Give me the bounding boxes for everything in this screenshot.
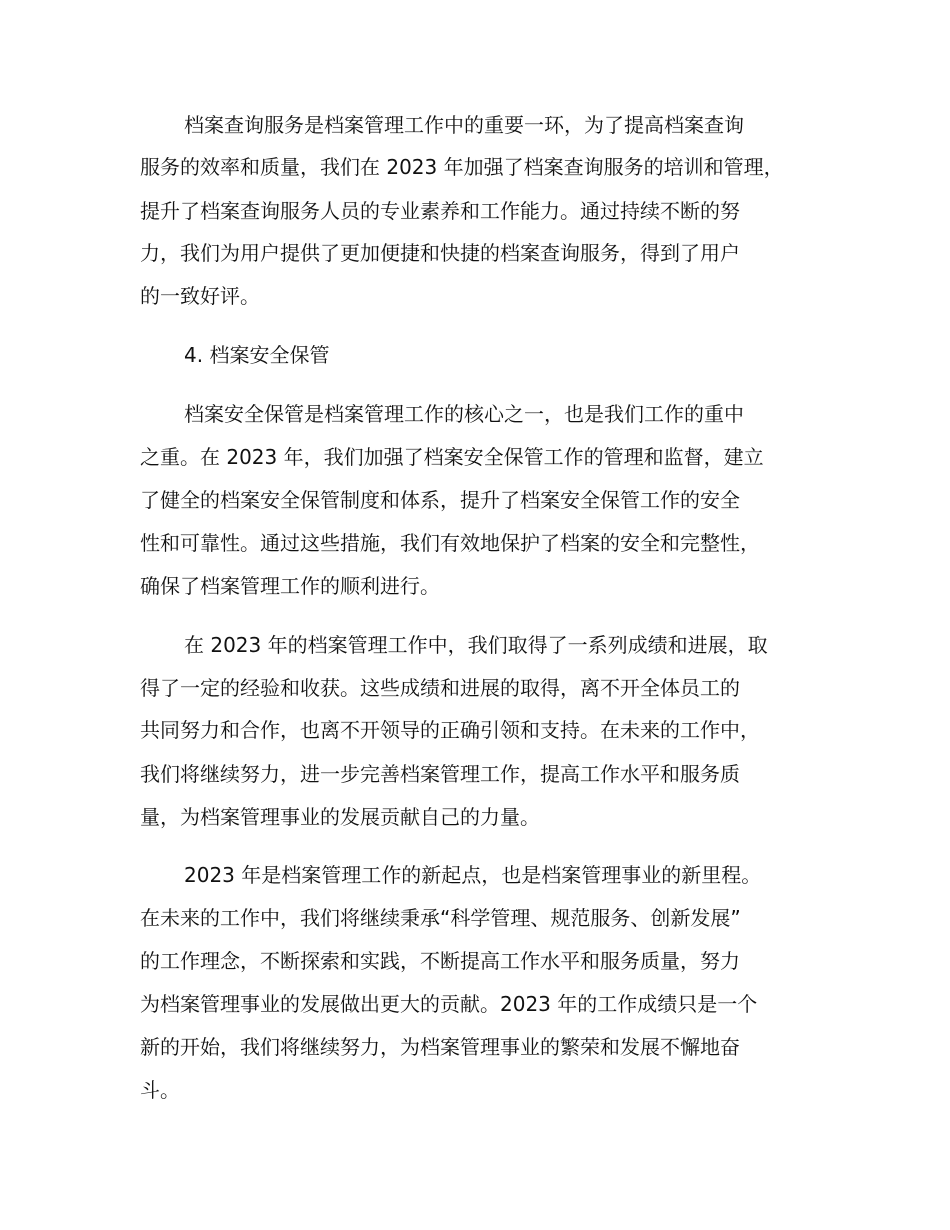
text-line: 服务的效率和质量，我们在 2023 年加强了档案查询服务的培训和管理， <box>140 155 784 179</box>
text-line: 了健全的档案安全保管制度和体系，提升了档案安全保管工作的安全 <box>140 488 740 512</box>
text-line: 在未来的工作中，我们将继续秉承“科学管理、规范服务、创新发展” <box>140 906 741 930</box>
text-line: 得了一定的经验和收获。这些成绩和进展的取得，离不开全体员工的 <box>140 676 740 700</box>
text-line: 力，我们为用户提供了更加便捷和快捷的档案查询服务，得到了用户 <box>140 241 740 265</box>
text-line: 的一致好评。 <box>140 284 260 308</box>
text-line: 之重。在 2023 年，我们加强了档案安全保管工作的管理和监督，建立 <box>140 445 764 469</box>
text-line: 新的开始，我们将继续努力，为档案管理事业的繁荣和发展不懈地奋 <box>140 1035 740 1059</box>
text-line: 斗。 <box>140 1078 180 1102</box>
text-line: 共同努力和合作，也离不开领导的正确引领和支持。在未来的工作中， <box>140 718 760 742</box>
text-line: 提升了档案查询服务人员的专业素养和工作能力。通过持续不断的努 <box>140 199 740 223</box>
heading-text: 4. 档案安全保管 <box>184 343 330 367</box>
text-line: 在 2023 年的档案管理工作中，我们取得了一系列成绩和进展，取 <box>184 633 768 657</box>
text-line: 档案安全保管是档案管理工作的核心之一，也是我们工作的重中 <box>184 402 744 426</box>
text-line: 我们将继续努力，进一步完善档案管理工作，提高工作水平和服务质 <box>140 762 740 786</box>
text-line: 确保了档案管理工作的顺利进行。 <box>140 574 440 598</box>
text-line: 档案查询服务是档案管理工作中的重要一环，为了提高档案查询 <box>184 113 744 137</box>
text-line: 的工作理念，不断探索和实践，不断提高工作水平和服务质量，努力 <box>140 949 740 973</box>
text-line: 为档案管理事业的发展做出更大的贡献。2023 年的工作成绩只是一个 <box>140 992 758 1016</box>
text-line: 2023 年是档案管理工作的新起点，也是档案管理事业的新里程。 <box>184 863 762 887</box>
text-line: 量，为档案管理事业的发展贡献自己的力量。 <box>140 805 540 829</box>
text-line: 性和可靠性。通过这些措施，我们有效地保护了档案的安全和完整性， <box>140 531 760 555</box>
